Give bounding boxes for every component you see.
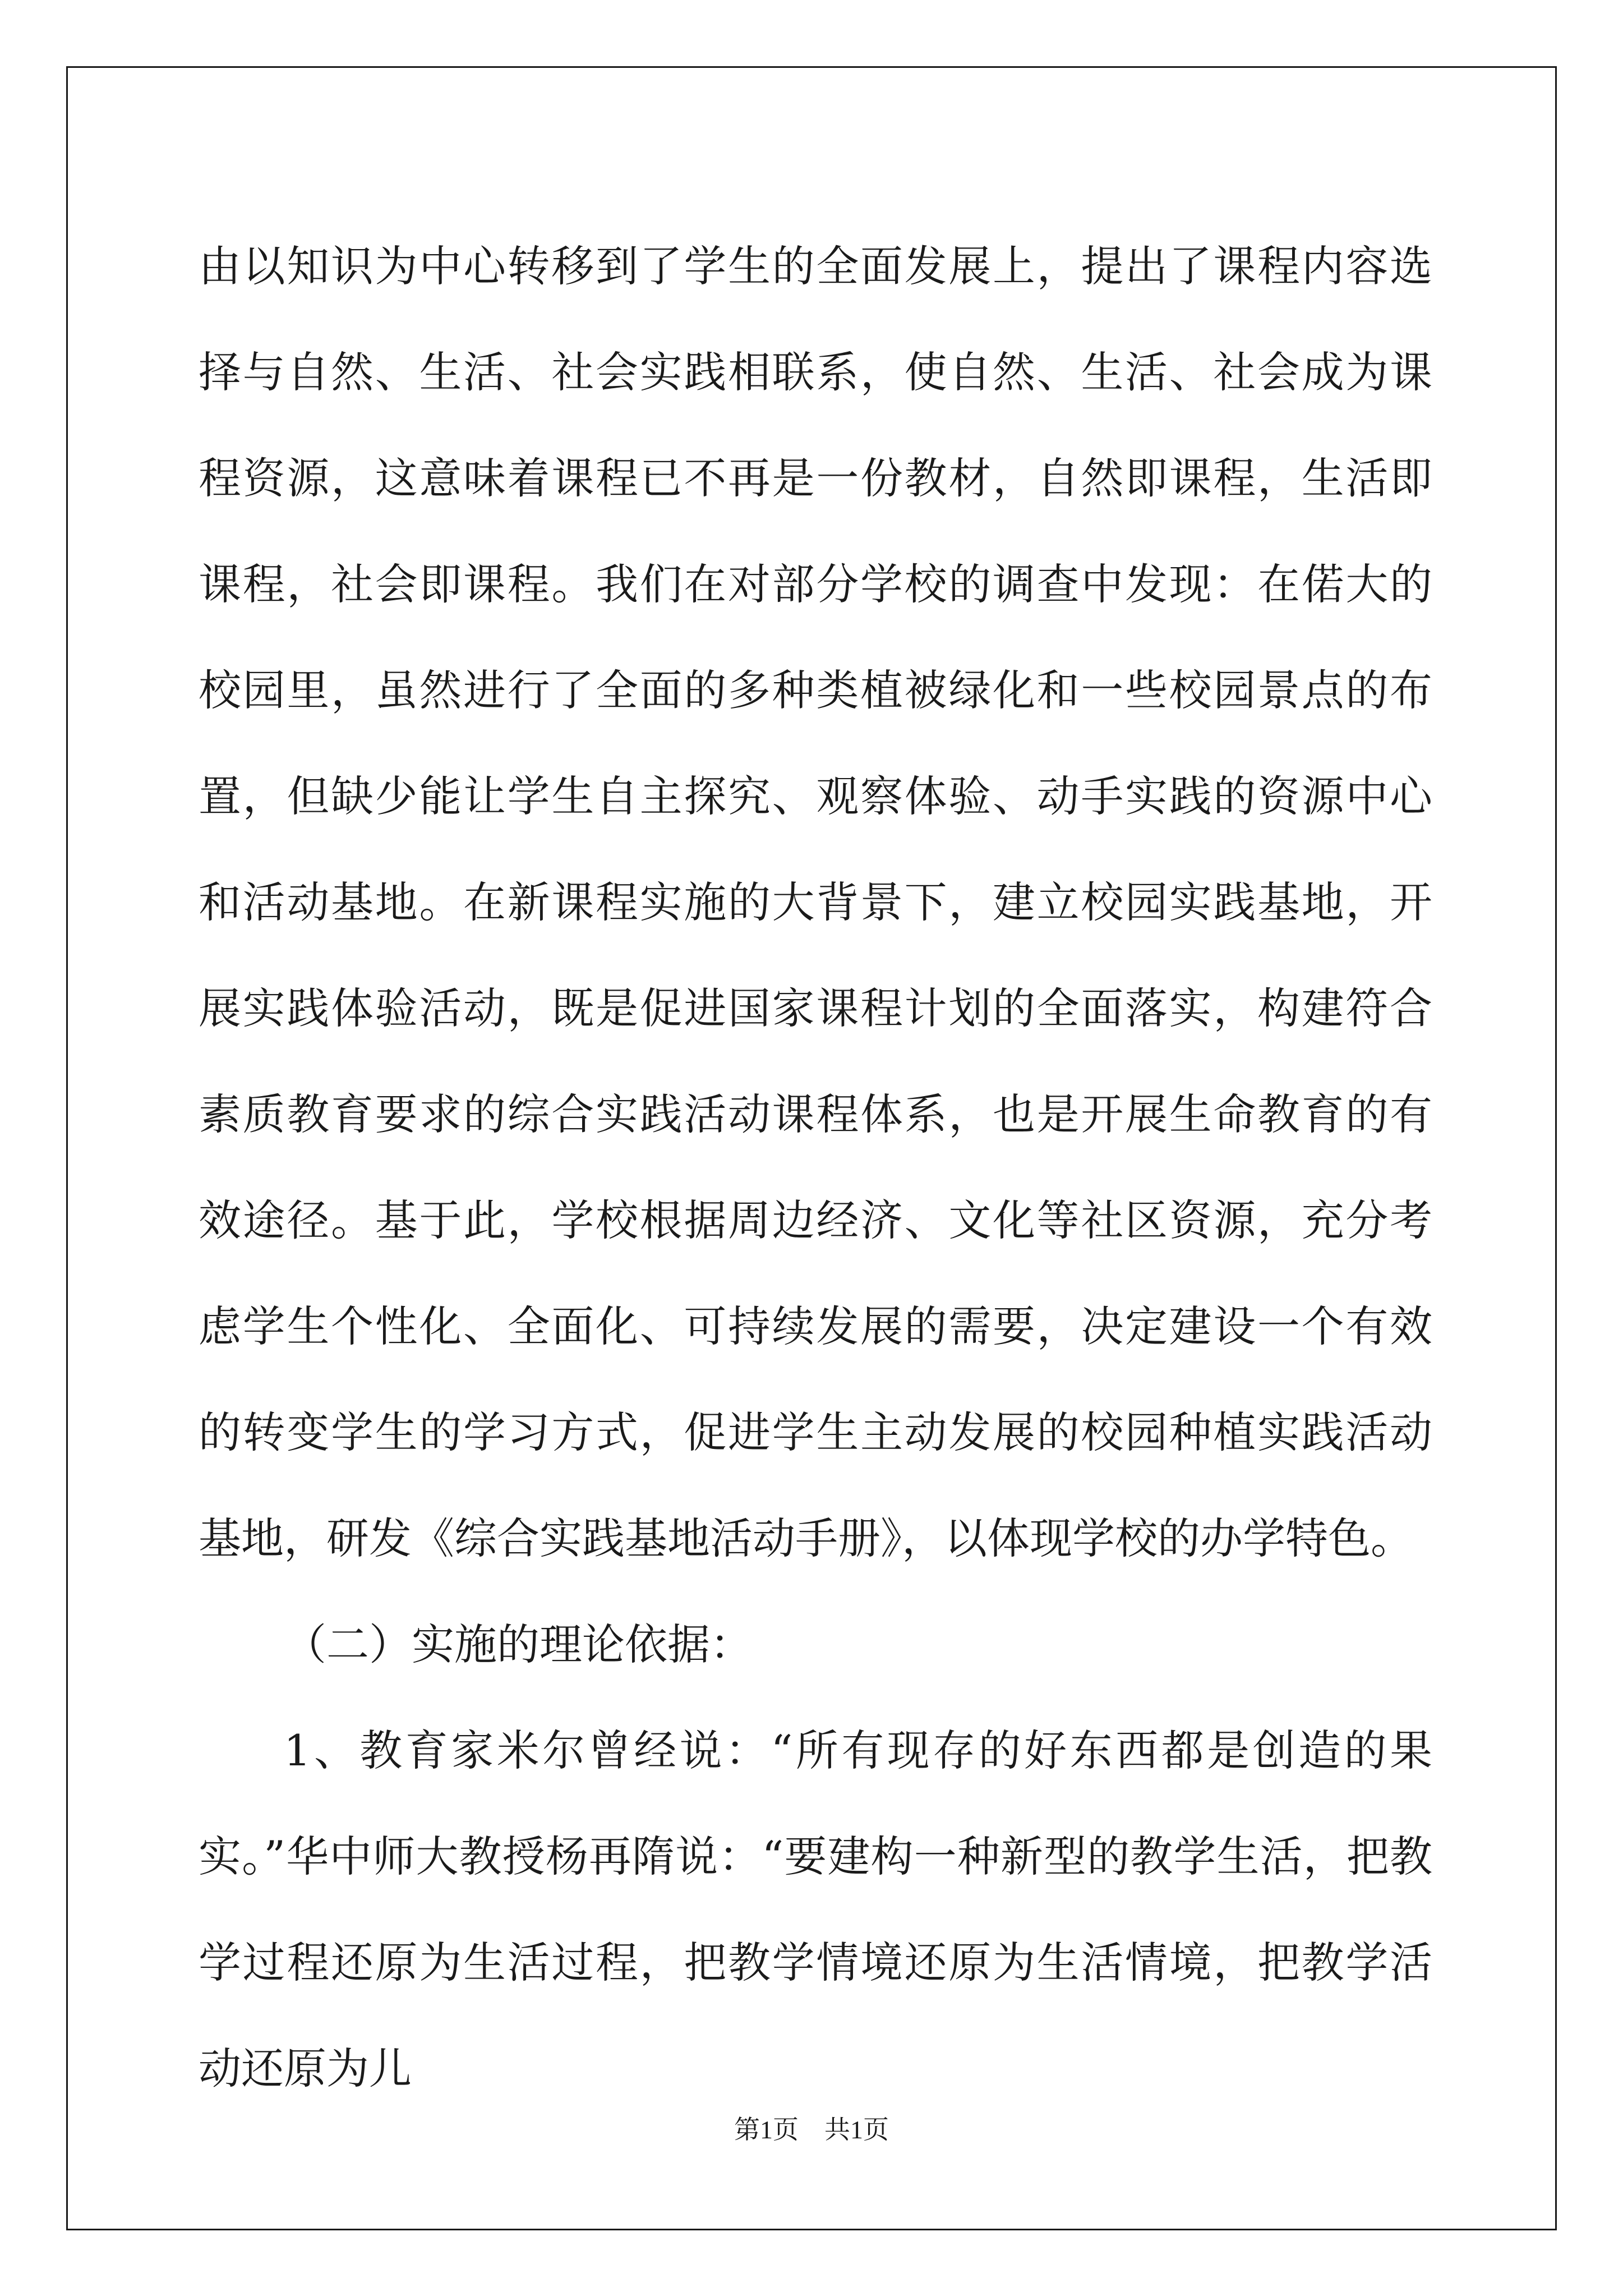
page-number-footer: 第1页 共1页 [734, 2115, 889, 2144]
section-heading: （二）实施的理论依据： [284, 1619, 753, 1669]
paragraph-theory: 1、教育家米尔曾经说：“所有现存的好东西都是创造的果实。”华中师大教授杨再隋说：“要建构一种新型的教学生活，把教学过程还原为生活过程，把教学情境还原为生活情境，把教学活动还原为儿 [199, 1726, 1432, 2093]
paragraph-continued: 由以知识为中心转移到了学生的全面发展上，提出了课程内容选择与自然、生活、社会实践相联系，使自然、生活、社会成为课程资源，这意味着课程已不再是一份教材，自然即课程，生活即课程，社会即课程。我们在对部分学校的调查中发现：在偌大的校园里，虽然进行了全面的多种类植被绿化和一些校园景点的布置，但缺少能让学生自主探究、观察体验、动手实践的资源中心和活动基地。在新课程实施的大背景下，建立校园实践基地，开展实践体验活动，既是促进国家课程计划的全面落实，构建符合素质教育要求的综合实践活动课程体系，也是开展生命教育的有效途径。基于此，学校根据周边经济、文化等社区资源，充分考虑学生个性化、全面化、可持续发展的需要，决定建设一个有效的转变学生的学习方式，促进学生主动发展的校园种植实践活动基地，研发《综合实践基地活动手册》，以体现学校的办学特色。 [199, 241, 1432, 1563]
document-body [199, 213, 1432, 2122]
